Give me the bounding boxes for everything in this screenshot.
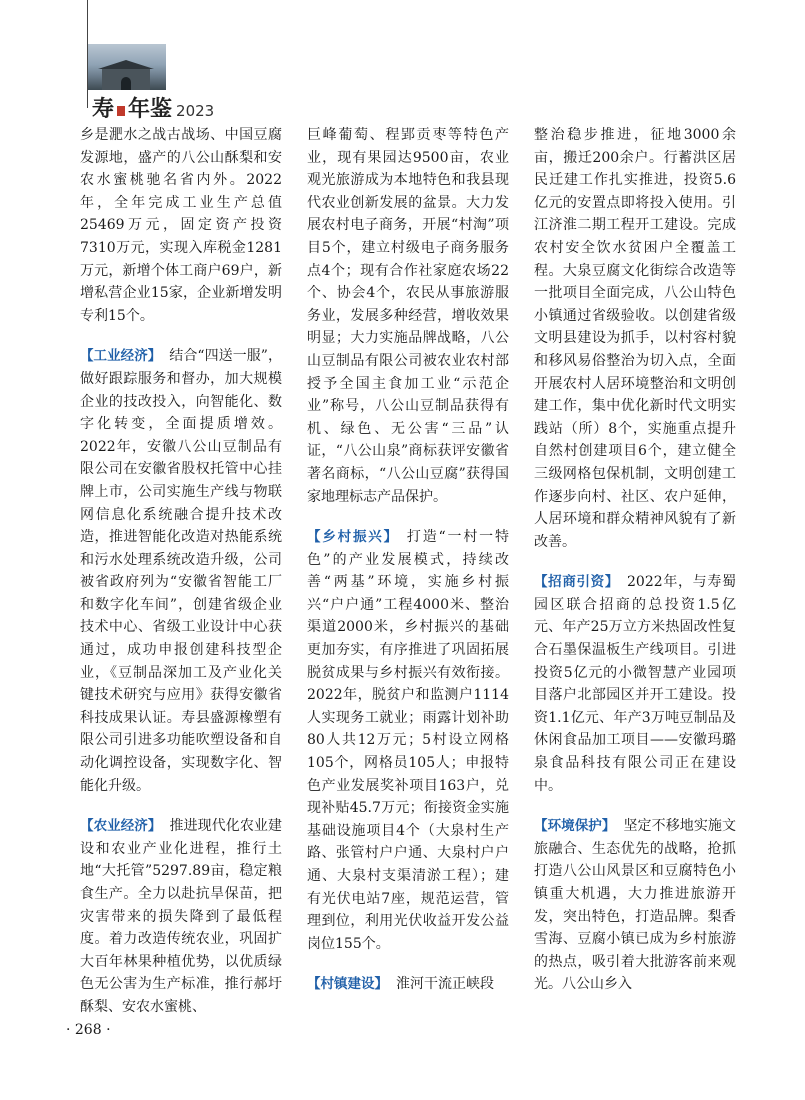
paragraph: [307, 973, 509, 996]
paragraph: [534, 571, 736, 797]
header-title: [92, 92, 215, 122]
paragraph-text: 淮河干流正峡段: [396, 976, 494, 993]
header-photo: [88, 44, 166, 90]
paragraph-text: 结合“四送一服”，做好跟踪服务和督办，加大规模企业的技改投入，向智能化、数字化转变，全面提质增效。2022年，安徽八公山豆制品有限公司在安徽省股权托管中心挂牌上市，公司实施生产线与物联网信息化系统融合提升技术改造，推进智能化改造对热能系统和污水处理系统改造升级，公司被省政府列为“安徽省智能工厂和数字化车间”，创建省级企业技术中心、省级工业设计中心获通过，成功申报创建科技型企业，《豆制品深加工及产业化关键技术研究与应用》获得安徽省科技成果认证。寿县盛源橡塑有限公司引进多功能吹塑设备和自动化调控设备，实现数字化、智能化升级。: [80, 348, 282, 794]
paragraph-text: 坚定不移地实施文旅融合、生态优先的战略，抢抓打造八公山风景区和豆腐特色小镇重大机遇，大力推进旅游开发，突出特色，打造品牌。梨香雪海、豆腐小镇已成为乡村旅游的热点，吸引着大批游客前来观光。八公山乡入: [534, 818, 737, 993]
seal-icon: [117, 106, 125, 116]
column-3: [534, 124, 736, 996]
paragraph: [80, 124, 282, 327]
section-tag-environment: 【环境保护】: [534, 818, 616, 835]
paragraph-text: 推进现代化农业建设和农业产业化进程，推行土地“大托管”5297.89亩，稳定粮食生产。全力以赴抗旱保苗，把灾害带来的损失降到了最低程度。着力改造传统农业，巩固扩大百年林果种植优势，以优质绿色无公害为生产标准，推行郝圩酥梨、安农水蜜桃、: [80, 818, 283, 1015]
paragraph: [307, 124, 509, 508]
header-year: 2023: [176, 102, 215, 120]
section-tag-industry: 【工业经济】: [80, 348, 162, 365]
paragraph: [80, 345, 282, 797]
column-2: [307, 124, 509, 996]
section-tag-town-construction: 【村镇建设】: [307, 976, 388, 993]
header-glyph-shou: 寿: [92, 96, 115, 122]
paragraph: [307, 526, 509, 955]
paragraph-text: 整治稳步推进，征地3000余亩，搬迁200余户。行蓄洪区居民迁建工作扎实推进，投资5.6亿元的安置点即将投入使用。引江济淮二期工程开工建设。完成农村安全饮水贫困户全覆盖工程。大泉豆腐文化街综合改造等一批项目全面完成，八公山特色小镇通过省级验收。以创建省级文明县建设为抓手，以村容村貌和移风易俗整治为切入点，全面开展农村人居环境整治和文明创建工作，集中优化新时代文明实践站（所）8个，实施重点提升自然村创建项目6个，建立健全三级网格包保机制，文明创建工作逐步向村、社区、农户延伸，人居环境和群众精神风貌有了新改善。: [534, 127, 736, 550]
paragraph-text: 乡是淝水之战古战场、中国豆腐发源地，盛产的八公山酥梨和安农水蜜桃驰名省内外。2022年，全年完成工业生产总值25469万元，固定资产投资7310万元，实现入库税金1281万元，新增个体工商户69户，新增私营企业15家，企业新增发明专利15个。: [80, 127, 282, 324]
paragraph: [534, 124, 736, 553]
page-number: · 268 ·: [66, 1022, 111, 1038]
section-tag-investment: 【招商引资】: [534, 574, 620, 591]
paragraph-text: 打造“一村一特色”的产业发展模式，持续改善“两基”环境，实施乡村振兴“户户通”工程4000米、整治渠道2000米，乡村振兴的基础更加夯实，有序推进了巩固拓展脱贫成果与乡村振兴有效衔接。2022年，脱贫户和监测户1114人实现务工就业；雨露计划补助80人共12万元；5村设立网格105个，网格员105人；申报特色产业发展奖补项目163户，兑现补贴45.7万元；衔接资金实施基础设施项目4个（大泉村生产路、张管村户户通、大泉村户户通、大泉村支渠清淤工程）；建有光伏电站7座，规范运营，管理到位，利用光伏收益开发公益岗位155个。: [307, 529, 509, 952]
column-1: [80, 124, 282, 1019]
paragraph-text: 巨峰葡萄、程郢贡枣等特色产业，现有果园达9500亩，农业观光旅游成为本地特色和我县现代农业创新发展的盆景。大力发展农村电子商务，开展“村淘”项目5个，建立村级电子商务服务点4个；现有合作社家庭农场22个、协会4个，农民从事旅游服务业，发展多种经营，增收效果明显；大力实施品牌战略，八公山豆制品有限公司被农业农村部授予全国主食加工业“示范企业”称号，八公山豆制品获得有机、绿色、无公害“三品”认证，“八公山泉”商标获评安徽省著名商标，“八公山豆腐”获得国家地理标志产品保护。: [307, 127, 509, 505]
paragraph: [80, 815, 282, 1018]
article-body: [80, 124, 745, 1015]
paragraph-text: 2022年，与寿蜀园区联合招商的总投资1.5亿元、年产25万立方米热固改性复合石墨保温板生产线项目。引进投资5亿元的小微智慧产业园项目落户北部园区并开工建设。投资1.1亿元、年产3万吨豆制品及休闲食品加工项目——安徽玛璐泉食品科技有限公司正在建设中。: [534, 574, 736, 794]
header-glyph-nianjian: 年鉴: [128, 96, 173, 122]
paragraph: [534, 815, 736, 996]
section-tag-agriculture: 【农业经济】: [80, 818, 162, 835]
section-tag-rural-revitalization: 【乡村振兴】: [307, 529, 399, 546]
